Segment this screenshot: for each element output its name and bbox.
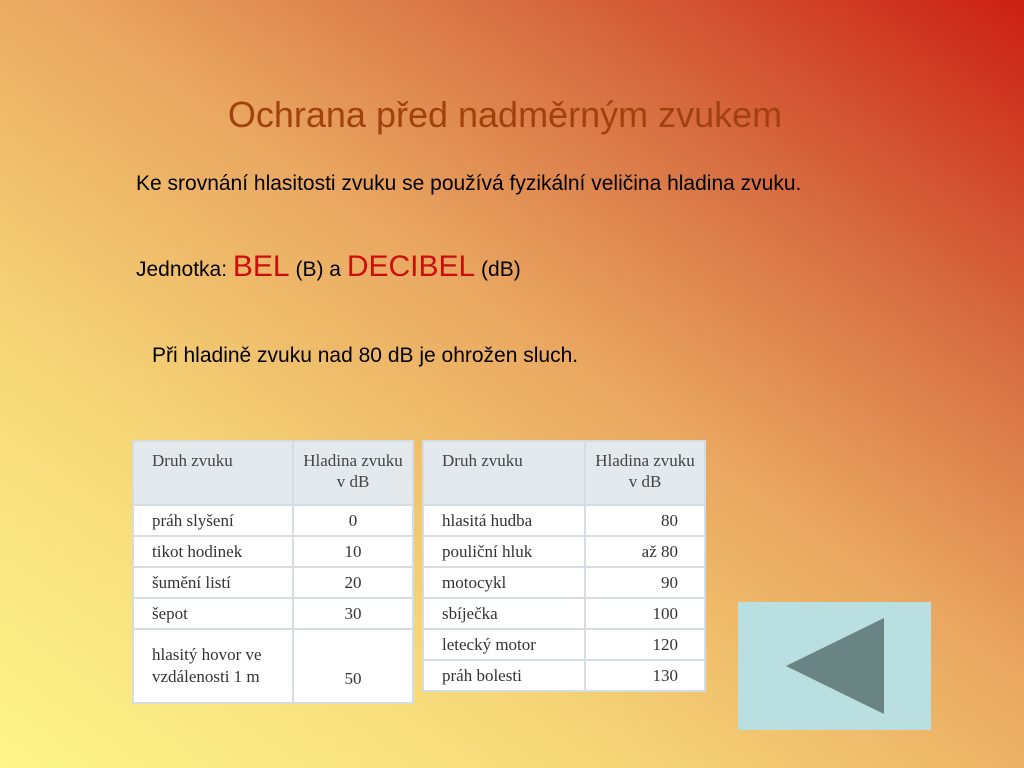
row-value: 80 [585,505,705,536]
row-value: 10 [293,536,413,567]
table-header-row [133,441,413,505]
header-sound-type: Druh zvuku [133,441,293,505]
header-sound-level [585,441,705,505]
row-name: práh slyšení [133,505,293,536]
row-value: 0 [293,505,413,536]
unit-decibel: DECIBEL [346,250,476,283]
table-row [133,536,413,567]
row-name: letecký motor [423,629,585,660]
row-value: 50 [293,629,413,703]
row-value: 30 [293,598,413,629]
table-row [423,598,705,629]
warning-text: Při hladině zvuku nad 80 dB je ohrožen sluch. [152,344,579,367]
row-name: tikot hodinek [133,536,293,567]
table-row [423,536,705,567]
row-value: 130 [585,660,705,691]
sound-level-table-right [422,440,706,692]
table-row [133,505,413,536]
row-name-line2: vzdálenosti 1 m [152,667,260,686]
header-sound-level [293,441,413,505]
header-level-line2: v dB [628,472,662,491]
row-name: šumění listí [133,567,293,598]
row-name: sbíječka [423,598,585,629]
row-name: pouliční hluk [423,536,585,567]
back-button[interactable] [738,602,931,730]
triangle-left-icon [738,602,931,730]
table-row [423,629,705,660]
row-value: 100 [585,598,705,629]
header-level-line2: v dB [336,472,370,491]
table-row [423,660,705,691]
table-row [133,598,413,629]
slide-title: Ochrana před nadměrným zvukem [227,94,783,135]
row-name-line1: hlasitý hovor ve [152,645,262,664]
row-value: 120 [585,629,705,660]
header-sound-type: Druh zvuku [423,441,585,505]
row-name [133,629,293,703]
row-value: 90 [585,567,705,598]
unit-bel-abbr: (B) a [289,258,347,281]
row-name: šepot [133,598,293,629]
row-name: práh bolesti [423,660,585,691]
unit-bel: BEL [232,250,290,283]
table-row [423,567,705,598]
unit-prefix: Jednotka: [136,258,233,281]
table-row [133,567,413,598]
row-value: až 80 [585,536,705,567]
row-name: motocykl [423,567,585,598]
unit-decibel-abbr: (dB) [475,258,521,281]
table-header-row [423,441,705,505]
sound-level-table-left [132,440,414,704]
table-row [133,629,413,703]
row-name: hlasitá hudba [423,505,585,536]
header-level-line1: Hladina zvuku [303,451,403,470]
header-level-line1: Hladina zvuku [595,451,695,470]
row-value: 20 [293,567,413,598]
unit-line [136,250,521,284]
intro-text: Ke srovnání hlasitosti zvuku se používá fyzikální veličina hladina zvuku. [136,172,802,195]
table-row [423,505,705,536]
